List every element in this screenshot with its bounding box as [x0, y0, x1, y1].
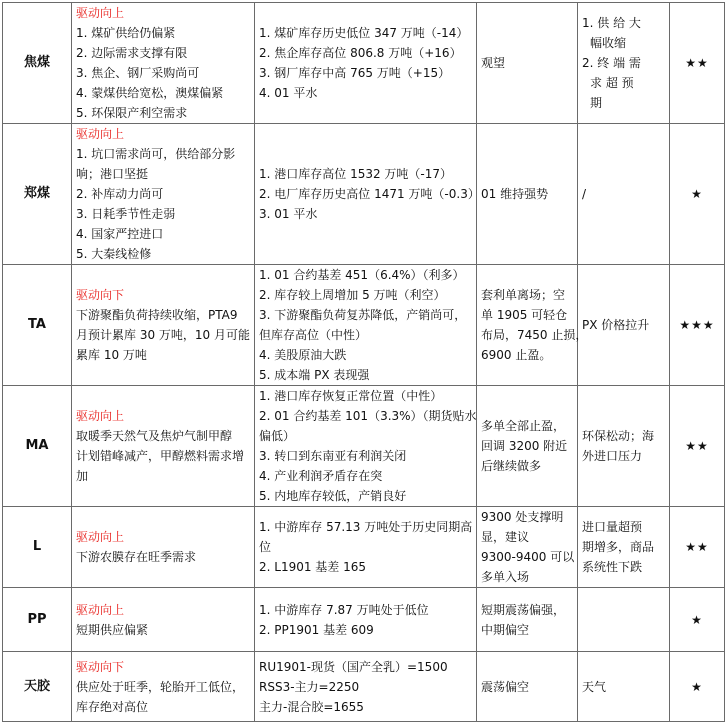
strategy-text: 后继续做多 — [481, 459, 542, 473]
drive-item: 累库 10 万吨 — [76, 348, 147, 362]
table-row — [3, 124, 725, 265]
strategy-text: 9300 处支撑明 — [481, 510, 564, 524]
drive-direction: 驱动向上 — [76, 127, 125, 141]
data-item: 5. 成本端 PX 表现强 — [259, 368, 370, 382]
drive-item: 1. 煤矿供给仍偏紧 — [76, 26, 176, 40]
data-item: 3. 钢厂库存中高 765 万吨（+15） — [259, 66, 451, 80]
drive-item: 加 — [76, 469, 89, 483]
strategy-cell — [477, 588, 578, 652]
strategy-text: 显，建议 — [481, 530, 530, 544]
risk-cell — [578, 652, 670, 722]
data-item: 2. 01 合约基差 101（3.3%）（期货贴水 — [259, 409, 477, 423]
data-item: 3. 下游聚酯负荷复苏降低，产销尚可， — [259, 308, 467, 322]
data-cell — [255, 386, 477, 507]
risk-text: 外进口压力 — [582, 449, 643, 463]
commodity-name: L — [3, 507, 72, 588]
strategy-text: 套利单离场；空 — [481, 288, 566, 302]
drive-item: 3. 焦企、钢厂采购尚可 — [76, 66, 200, 80]
strategy-cell — [477, 652, 578, 722]
data-cell — [255, 265, 477, 386]
drive-item: 库存绝对高位 — [76, 699, 149, 714]
data-item: 2. 库存较上周增加 5 万吨（利空） — [259, 288, 446, 302]
data-cell — [255, 507, 477, 588]
strategy-text: 观望 — [481, 56, 506, 70]
data-item: 4. 01 平水 — [259, 86, 318, 100]
data-item: 位 — [259, 540, 272, 554]
strategy-text: 多单入场 — [481, 570, 530, 584]
rating-stars: ★★ — [670, 507, 725, 588]
risk-text: 环保松动；海 — [582, 429, 655, 443]
risk-text: 天气 — [582, 679, 607, 694]
rating-stars: ★★ — [670, 386, 725, 507]
data-item: 1. 港口库存高位 1532 万吨（-17） — [259, 167, 453, 181]
data-item: RSS3-主力=2250 — [259, 679, 360, 694]
strategy-cell — [477, 3, 578, 124]
drive-direction: 驱动向上 — [76, 602, 125, 617]
table-row — [3, 386, 725, 507]
rating-stars: ★ — [670, 588, 725, 652]
rating-stars: ★ — [670, 124, 725, 265]
drive-direction: 驱动向下 — [76, 659, 125, 674]
risk-cell — [578, 386, 670, 507]
risk-cell — [578, 124, 670, 265]
data-cell — [255, 124, 480, 265]
drive-item: 5. 大秦线检修 — [76, 247, 152, 261]
drive-item: 下游农膜存在旺季需求 — [76, 550, 197, 564]
table-row — [3, 3, 725, 124]
table-row — [3, 588, 725, 652]
drive-item: 响；港口坚挺 — [76, 167, 149, 181]
strategy-cell — [477, 386, 578, 507]
table-row — [3, 507, 725, 588]
table-row — [3, 265, 725, 386]
data-item: 1. 港口库存恢复正常位置（中性） — [259, 389, 443, 403]
data-item: 偏低） — [259, 429, 296, 443]
strategy-cell — [477, 507, 578, 588]
drive-item: 4. 蒙煤供给宽松，澳煤偏紧 — [76, 86, 224, 100]
drive-cell — [72, 588, 255, 652]
strategy-text: 短期震荡偏强， — [481, 602, 566, 617]
drive-item: 2. 补库动力尚可 — [76, 187, 164, 201]
data-item: 2. L1901 基差 165 — [259, 560, 367, 574]
risk-cell — [578, 265, 670, 386]
drive-direction: 驱动向上 — [76, 530, 125, 544]
drive-item: 下游聚酯负荷持续收缩，PTA9 — [76, 308, 238, 322]
drive-cell — [72, 652, 255, 722]
drive-item: 5. 环保限产利空需求 — [76, 106, 188, 120]
rating-stars: ★★ — [670, 3, 725, 124]
data-cell — [255, 652, 477, 722]
risk-text: 2. 终 端 需 — [582, 56, 641, 70]
drive-cell — [72, 386, 255, 507]
strategy-text: 6900 止盈。 — [481, 348, 552, 362]
risk-text: 期 — [590, 96, 603, 110]
data-item: 4. 美股原油大跌 — [259, 348, 347, 362]
drive-item: 供应处于旺季，轮胎开工低位， — [76, 679, 245, 694]
drive-item: 取暖季天然气及焦炉气制甲醇 — [76, 429, 233, 443]
commodity-name: 郑煤 — [3, 124, 72, 265]
risk-text: / — [582, 187, 587, 201]
strategy-text: 多单全部止盈， — [481, 419, 566, 433]
drive-item: 月预计累库 30 万吨，10 月可能 — [76, 328, 250, 342]
drive-cell — [72, 3, 255, 124]
risk-text: 进口量超预 — [582, 520, 643, 534]
risk-text: 求 超 预 — [590, 76, 634, 90]
drive-direction: 驱动向上 — [76, 409, 125, 423]
data-item: 1. 中游库存 57.13 万吨处于历史同期高 — [259, 520, 473, 534]
commodity-name: TA — [3, 265, 72, 386]
drive-cell — [72, 265, 255, 386]
data-item: 3. 转口到东南亚有利润关闭 — [259, 449, 407, 463]
data-item: 1. 中游库存 7.87 万吨处于低位 — [259, 602, 429, 617]
drive-item: 1. 坑口需求尚可，供给部分影 — [76, 147, 236, 161]
commodity-name: PP — [3, 588, 72, 652]
data-item: 1. 煤矿库存历史低位 347 万吨（-14） — [259, 26, 469, 40]
drive-cell — [72, 507, 255, 588]
drive-item: 3. 日耗季节性走弱 — [76, 207, 176, 221]
risk-cell — [578, 507, 670, 588]
data-item: 5. 内地库存较低，产销良好 — [259, 489, 407, 503]
commodity-table — [2, 2, 725, 722]
drive-item: 计划错峰减产，甲醇燃料需求增 — [76, 449, 245, 463]
risk-text: 幅收缩 — [590, 36, 627, 50]
rating-stars: ★★★ — [670, 265, 725, 386]
risk-text: 系统性下跌 — [582, 560, 643, 574]
commodity-name: MA — [3, 386, 72, 507]
strategy-text: 单 1905 可轻仓 — [481, 308, 568, 322]
data-cell — [255, 3, 477, 124]
strategy-text: 01 维持强势 — [481, 187, 549, 201]
data-item: 主力-混合胶=1655 — [259, 699, 364, 714]
data-item: 2. PP1901 基差 609 — [259, 622, 374, 637]
drive-item: 4. 国家严控进口 — [76, 227, 164, 241]
data-item: 3. 01 平水 — [259, 207, 318, 221]
risk-text: PX 价格拉升 — [582, 318, 650, 332]
strategy-cell — [477, 124, 578, 265]
table-row — [3, 652, 725, 722]
data-item: RU1901-现货（国产全乳）=1500 — [259, 659, 448, 674]
strategy-cell — [477, 265, 588, 386]
data-item: 2. 电厂库存历史高位 1471 万吨（-0.3） — [259, 187, 480, 201]
drive-cell — [72, 124, 255, 265]
data-item: 4. 产业利润矛盾存在突 — [259, 469, 383, 483]
drive-item: 2. 边际需求支撑有限 — [76, 46, 188, 60]
risk-cell — [578, 3, 670, 124]
data-item: 1. 01 合约基差 451（6.4%）（利多） — [259, 268, 465, 282]
drive-item: 短期供应偏紧 — [76, 622, 149, 637]
data-cell — [255, 588, 477, 652]
data-item: 但库存高位（中性） — [259, 328, 368, 342]
drive-direction: 驱动向上 — [76, 6, 125, 20]
rating-stars: ★ — [670, 652, 725, 722]
risk-text: 1. 供 给 大 — [582, 16, 641, 30]
risk-text: 期增多，商品 — [582, 540, 655, 554]
strategy-text: 中期偏空 — [481, 622, 530, 637]
data-item: 2. 焦企库存高位 806.8 万吨（+16） — [259, 46, 462, 60]
strategy-text: 布局，7450 止损， — [481, 328, 588, 342]
commodity-name: 焦煤 — [3, 3, 72, 124]
strategy-text: 震荡偏空 — [481, 679, 530, 694]
drive-direction: 驱动向下 — [76, 288, 125, 302]
strategy-text: 回调 3200 附近 — [481, 439, 568, 453]
risk-cell — [578, 588, 670, 652]
strategy-text: 9300-9400 可以 — [481, 550, 575, 564]
commodity-name: 天胶 — [3, 652, 72, 722]
